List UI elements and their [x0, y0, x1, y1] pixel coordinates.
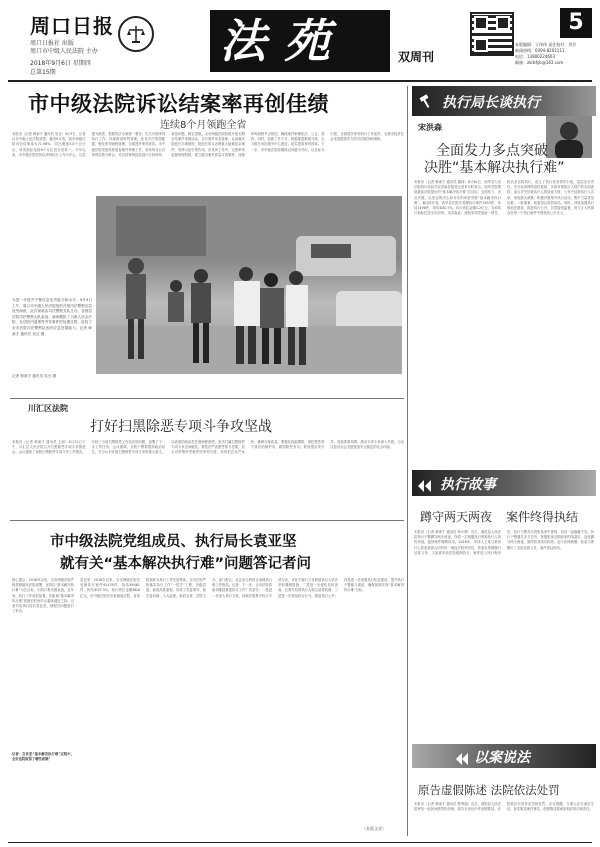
caselaw-icon — [456, 750, 468, 762]
paper-name: 周口日报 — [30, 14, 114, 38]
chuanhui-label: 川汇区法院 — [28, 404, 68, 413]
frequency-label: 双周刊 — [398, 50, 435, 64]
chief-headline-2: 决胜“基本解决执行难” — [424, 160, 565, 176]
editor-line: 新闻热线：0394-8202111 — [515, 48, 565, 53]
chief-section-bar — [412, 86, 596, 116]
caselaw-body: 本报讯（记者 韩秉才 通讯员 程秀丽）近日，淮阳县人民法院审结一起民间借贷纠纷案，原告在诉讼中作虚假陈述，法院依法对其作出罚款处罚。法官提醒，当事人应当诚实守信，如实陈述案件事实，虚假陈述将承担相应的法律责任。 — [414, 802, 594, 812]
chief-body: 本报讯（记者 韩秉才 通讯员 董林）8月30日，西华县人民法院执行局局长宋洪森在接受记者采访时表示，西华法院围绕最高法院提出的“基本解决执行难”总目标，全面发力、多点突破，以坚定的决心和务实的举措决胜“基本解决执行难”。截至8月底，西华县法院共受理执行案件1853件，执结1496件，执结率80.7%，执行到位金额1.2亿元，各项执行指标位居全市前列。宋洪森说，该院坚持党组统一领导，院长亲自抓执行，成立了执行攻坚领导小组，层层压实责任。充分运用网络查控系统，实现对被执行人财产的全面查控；加大对失信被执行人的惩戒力度，公布失信被执行人名单，形成强大威慑；积极开展集中执行活动，集中力量攻坚克难，一批难案、积案得以有效执结。同时，持续加强执行规范化建设，推进执行公开，自觉接受监督，努力让人民群众在每一个执行案件中感受到公平正义。 — [414, 180, 594, 216]
section-name: 法苑 — [220, 14, 348, 68]
editor-line: 电话：13900224603 — [515, 54, 555, 59]
photo-caption: 为进一步提升干警应急处突能力和水平，9月4日上午，周口市中级人民法院组织开展司法警察应急处突演练，此次演练由司法警察支队主办，各基层法院司法警察大队参加。演练模拟了当事人冲击法院、在法院内滋事等突发事件的处置过程，检验了全市法院司法警察队伍的应急处置能力。记者 韩秉才 通讯员 吴豆 摄 — [12, 298, 92, 336]
photo-credit: 记者 韩秉才 通讯员 吴豆 摄 — [12, 374, 57, 378]
issue-date: 2018年9月6日 星期四 — [30, 60, 91, 67]
photo-drawing — [96, 196, 402, 374]
gavel-icon — [418, 93, 434, 109]
editor-line: 本版编辑：王伟伟 责任校对：刘芳 — [515, 42, 577, 47]
chuanhui-body: 本报讯（记者 韩秉才 通讯员 王丽）8月31日下午，川汇区人民法院召开扫黑除恶专项斗争推进会。会议通报了该院扫黑除恶专项斗争工作情况，分析了当前扫黑除恶工作存在的问题，部署了下一步工作任务。会议强调，全院干警要提高政治站位，充分认识开展扫黑除恶专项斗争的重大意义，以高度的政治责任感和使命感，坚决打赢扫黑除恶专项斗争这场硬仗。要依法严惩黑恶势力犯罪，加大对涉黑涉恶案件的审判力度，坚持依法从严从快，确保办案质量。要强化线索摸排，深挖黑恶势力背后的保护伞，做到除恶务尽。要加强宣传引导，营造浓厚氛围，推动专项斗争深入开展，为全区经济社会发展营造安全稳定的社会环境。 — [12, 440, 404, 455]
vertical-divider — [407, 86, 408, 836]
story-body: 本报讯（记者 韩秉才 通讯员 杨小辉）近日，鹿邑县人民法院执行干警蹲守两天两夜，终将一名规避执行的被执行人拘传到庭，促使案件顺利执结。2016年，申请人王某与被执行人张某借款合同纠纷一案经法院判决后，张某未按期履行还款义务，王某遂申请法院强制执行。案件进入执行程序后，执行干警多次到张某家中查找，但其一直躲避不见。执行干警通过多方走访，掌握张某近期回家的线索后，连续蹲守两天两夜，最终将其成功拘传。迫于法律威慑，张某当即履行了全部还款义务，案件得以执结。 — [414, 530, 594, 555]
story-section-bar — [412, 470, 596, 496]
chief-author: 宋洪森 — [418, 123, 442, 132]
chuanhui-top-rule — [10, 398, 404, 399]
total-issue: 总第15期 — [30, 69, 56, 76]
caselaw-section-bar — [412, 744, 596, 768]
qr-code — [470, 12, 514, 56]
editor-lines — [515, 42, 597, 66]
page-bottom-rule — [8, 842, 592, 843]
interview-headline-1: 市中级法院党组成员、执行局长袁亚坚 — [50, 534, 297, 550]
page-number: 5 — [568, 10, 584, 35]
editor-line: 邮箱：zkrbfyb@163.com — [515, 60, 564, 65]
lead-headline: 市中级法院诉讼结案率再创佳绩 — [28, 92, 329, 116]
masthead — [0, 0, 600, 80]
interview-body: 袁亚坚：2016年以来，全市两级法院共受理执行案件92478件，执结89561件，执结率97.5%，执行到位金额68.6亿元。市中级法院先后被最高法院、省高院表彰为执行工作先进集体。全市法院严格落实执行工作“一把手”工程，各级党委、政府高度重视，形成了党委领导、政法委协调、人大监督、政府支持、法院主办、部门配合、社会参与的综合治理执行难工作格局。记者：下一步，全市法院将如何继续推进执行工作？袁亚坚：一是进一步加大执行力度，持续开展集中执行专项行动，对拒不履行义务的被执行人依法采取强制措施；二是进一步强化信用惩戒，完善失信被执行人联合惩戒机制；三是进一步规范执行行为，推进执行公开；四是进一步加强执行队伍建设，提升执行干警能力素质，确保如期实现“基本解决执行难”目标。 — [80, 578, 404, 598]
lead-body: 本报讯（记者 韩秉才 通讯员 吴豆）9月3日，记者从市中级人民法院获悉，截至8月底，我市两级法院诉讼结案率为71.96%，同比增加5.8个百分点，该项指标连续8个月位居全省第一。今年以来，市中级法院坚持以审判执行工作为中心，以党建为统领，狠抓执法办案第一要务，扎实开展审判执行工作，持续推进审判管理，优化司法资源配置，强化审判流程管理，全面提升审判质效。市中级法院党组高度重视案件审理工作，坚持每月召开审判态势分析会，对各项审判指标进行分析研判，查找问题，制定措施。全市两级法院积极开展长期未结案件清理活动，实行案件动态管理，认真落实院庭长办案制度，院庭长带头办理重大疑难复杂案件，发挥示范引领作用。在具体工作中，完善审判监督管理机制，建立健全案件质量评查制度，加强审判流程节点管控，确保案件审理依法、公正、高效。同时，创新工作方式，积极推进繁简分流，大力推行诉讼服务中心建设，切实提高审判效率。下一步，市中级法院将继续以问题为导向，以目标为引领，全面提升审判执行工作质效，为我市经济社会发展提供有力的司法服务和保障。 — [12, 132, 404, 157]
court-emblem — [118, 16, 154, 52]
chief-section-title: 执行局长谈执行 — [442, 95, 540, 111]
scales-icon — [126, 24, 146, 44]
interview-intro: 核心提示：2016年以来，全市两级法院严格按照最高法院部署，坚持以“基本解决执行难”为总目标，向执行难全面宣战。近年来，执行工作成效显著。在距离“基本解决执行难”的最后时间节点越来越近之际，记者对话执行局长袁亚坚，就相关问题进行了采访。 — [12, 578, 74, 614]
masthead-rule — [8, 80, 592, 82]
story-headline-b: 案件终得执结 — [506, 510, 579, 524]
caselaw-headline: 原告虚假陈述 法院依法处罚 — [418, 783, 560, 797]
story-headline-a: 蹲守两天两夜 — [420, 510, 493, 524]
story-section-title: 执行故事 — [440, 477, 496, 493]
lead-subhead: 连续8个月领跑全省 — [160, 120, 247, 131]
page-number-box — [560, 8, 592, 38]
paper-sub-publisher: 周口日报社 出版 — [30, 40, 74, 47]
paper-sub-sponsor: 周口市中级人民法院 主办 — [30, 48, 98, 55]
interview-headline-2: 就有关“基本解决执行难”问题答记者问 — [60, 556, 312, 572]
interview-top-rule — [10, 520, 404, 521]
interview-caption: 记者：在攻坚“基本解决执行难”过程中，全市法院取得了哪些成绩？ — [12, 752, 74, 762]
caselaw-section-title: 以案说法 — [474, 750, 530, 766]
chief-portrait — [546, 116, 592, 158]
chuanhui-headline: 打好扫黑除恶专项斗争攻坚战 — [90, 419, 272, 435]
interview-end-note: （本版文章） — [362, 826, 386, 831]
story-icon — [418, 477, 432, 489]
lead-photo — [96, 196, 402, 374]
chief-headline-1: 全面发力多点突破 — [436, 143, 548, 159]
